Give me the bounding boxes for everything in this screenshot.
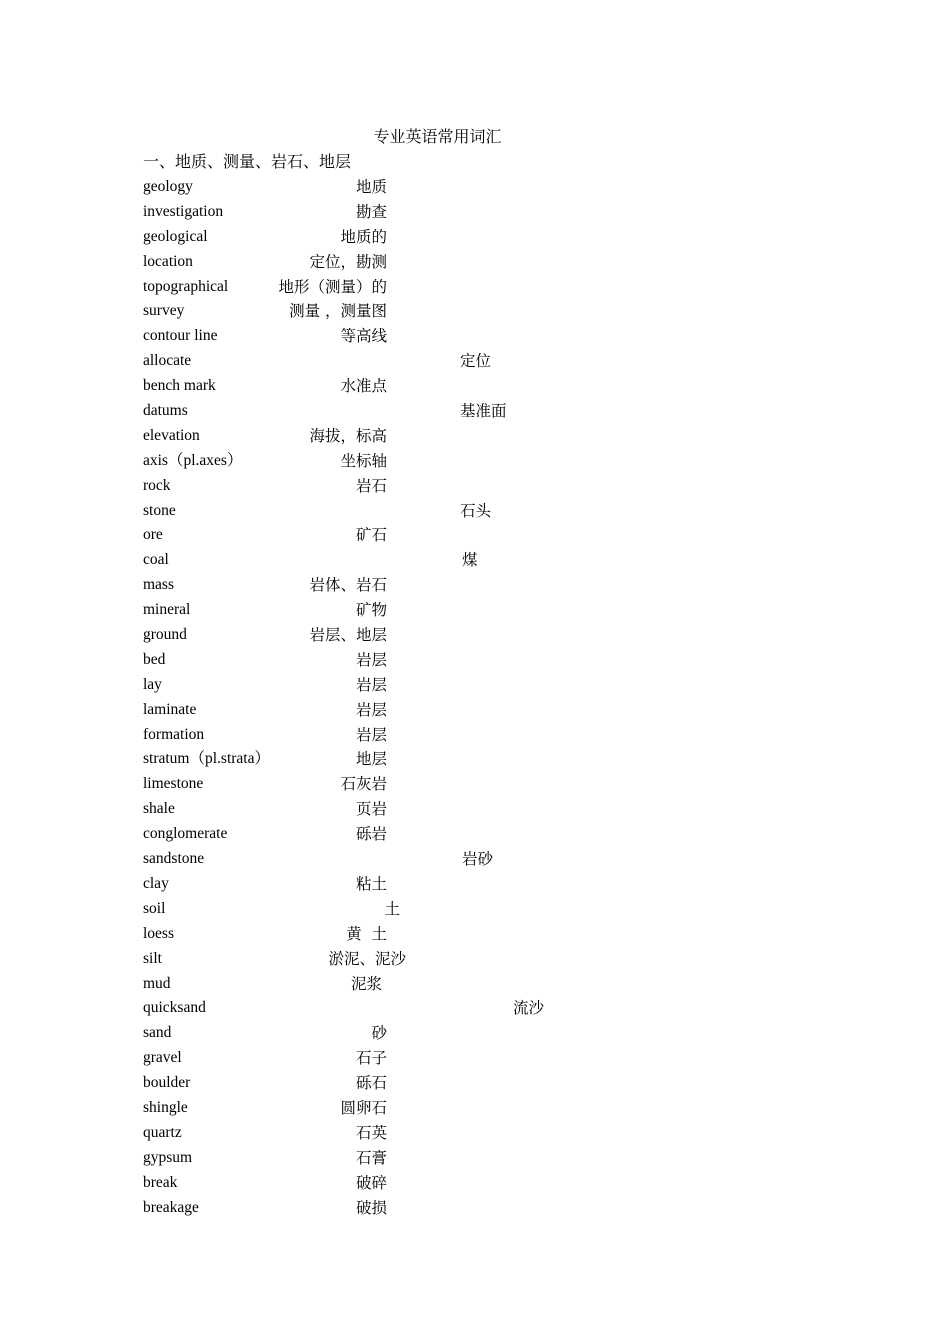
vocab-meaning: 岩层 [355,725,387,744]
vocab-row [143,1173,643,1198]
vocab-meaning: 圆卵石 [340,1098,387,1117]
vocab-term: quicksand [143,999,206,1017]
vocab-term: boulder [143,1074,191,1092]
section-heading: 一、地质、测量、岩石、地层 [143,152,352,171]
vocab-row [143,725,643,750]
vocab-row [143,550,643,575]
vocab-row [143,1198,643,1223]
vocab-term: ground [143,626,187,644]
vocab-row [143,874,643,899]
vocab-term: formation [143,725,205,743]
vocab-row [143,675,643,700]
vocab-term: location [143,252,193,270]
page-title: 专业英语常用词汇 [373,127,502,146]
vocab-row [143,426,643,451]
vocab-row [143,202,643,227]
vocab-meaning: 煤 [462,551,478,570]
vocab-row [143,949,643,974]
vocab-term: topographical [143,277,229,295]
vocab-row [143,700,643,725]
vocab-term: shale [143,800,175,818]
vocab-term: geology [143,178,193,195]
vocab-row [143,451,643,476]
vocab-row [143,227,643,252]
vocab-meaning: 地质的 [340,227,387,246]
vocab-meaning: 岩层 [355,700,387,719]
vocab-term: bench mark [143,377,216,395]
vocab-row [143,974,643,999]
vocab-meaning: 地形（测量）的 [278,277,387,296]
vocab-term: shingle [143,1098,188,1116]
vocab-row [143,177,643,202]
vocab-term: mud [143,974,171,992]
vocab-term: axis（pl.axes） [143,451,243,469]
vocab-meaning: 砾岩 [355,825,387,844]
vocab-row [143,525,643,550]
vocab-meaning: 黄 土 [346,924,387,943]
vocab-row [143,476,643,501]
vocab-row [143,1148,643,1173]
vocab-meaning: 基准面 [460,402,507,421]
vocab-row [143,351,643,376]
vocab-meaning: 淤泥、泥沙 [328,949,406,968]
vocab-term: contour line [143,327,218,345]
vocab-term: breakage [143,1198,199,1216]
vocab-row [143,252,643,277]
vocab-term: mass [143,576,174,594]
vocab-term: bed [143,650,166,668]
vocab-term: conglomerate [143,825,228,843]
vocab-term: soil [143,899,166,917]
vocab-row [143,326,643,351]
vocab-meaning: 海拔，标高 [309,426,387,445]
vocab-meaning: 石子 [355,1049,387,1068]
vocab-meaning: 石膏 [355,1148,387,1167]
vocab-meaning: 砂 [371,1024,387,1043]
vocab-term: limestone [143,775,204,793]
vocab-list [143,177,643,1222]
vocab-row [143,849,643,874]
vocab-row [143,600,643,625]
vocab-meaning: 地层 [355,750,387,769]
vocab-meaning: 破损 [355,1198,387,1217]
vocab-term: rock [143,476,171,494]
vocab-meaning: 等高线 [340,327,387,346]
vocab-meaning: 矿物 [355,601,387,620]
vocab-term: gypsum [143,1148,193,1166]
vocab-row [143,899,643,924]
vocab-term: stratum（pl.strata） [143,750,270,768]
vocab-row [143,301,643,326]
vocab-meaning: 岩石 [355,476,387,495]
vocab-term: break [143,1173,178,1191]
vocab-meaning: 砾石 [355,1074,387,1093]
vocab-term: geological [143,227,208,245]
vocab-meaning: 石灰岩 [340,775,387,794]
vocab-row [143,575,643,600]
vocab-meaning: 泥浆 [350,974,382,993]
vocab-term: survey [143,302,185,320]
vocab-meaning: 流沙 [513,999,545,1018]
vocab-row [143,1048,643,1073]
vocab-term: clay [143,874,169,892]
vocab-term: elevation [143,426,200,444]
vocab-meaning: 岩层 [355,650,387,669]
vocab-meaning: 地质 [355,178,387,196]
vocab-term: allocate [143,352,192,370]
vocab-term: lay [143,675,162,693]
vocab-row [143,998,643,1023]
vocab-meaning: 矿石 [355,526,387,545]
vocab-row [143,376,643,401]
vocab-row [143,625,643,650]
vocab-meaning: 岩砂 [462,850,494,869]
vocab-row [143,650,643,675]
vocab-meaning: 岩体、岩石 [309,576,387,595]
vocab-meaning: 定位，勘测 [309,252,387,271]
vocab-row [143,1023,643,1048]
vocab-term: investigation [143,202,224,220]
vocab-row [143,277,643,302]
vocab-row [143,1073,643,1098]
vocab-row [143,749,643,774]
vocab-meaning: 测量 ，测量图 [289,302,387,321]
vocab-term: sandstone [143,850,205,868]
vocab-meaning: 岩层、地层 [309,626,387,645]
vocab-meaning: 坐标轴 [340,451,387,470]
vocab-meaning: 破碎 [355,1173,387,1192]
vocab-meaning: 石头 [460,501,492,520]
vocab-term: gravel [143,1049,182,1067]
vocab-row [143,924,643,949]
vocab-meaning: 石英 [355,1123,387,1142]
vocab-term: loess [143,924,174,942]
vocab-row [143,799,643,824]
vocab-term: stone [143,501,176,519]
vocab-meaning: 页岩 [355,800,387,819]
vocab-meaning: 水准点 [340,377,387,396]
vocab-meaning: 土 [384,899,400,918]
vocab-meaning: 岩层 [355,675,387,694]
vocab-row [143,824,643,849]
vocab-term: silt [143,949,162,967]
vocab-term: datums [143,402,188,420]
vocab-term: ore [143,526,163,544]
vocab-term: sand [143,1024,172,1042]
vocab-row [143,1123,643,1148]
vocab-meaning: 定位 [460,352,492,371]
vocab-row [143,501,643,526]
vocab-row [143,774,643,799]
vocab-row [143,401,643,426]
vocab-term: coal [143,551,169,569]
vocab-term: mineral [143,601,191,619]
vocab-row [143,1098,643,1123]
vocab-meaning: 粘土 [355,874,387,893]
vocab-term: quartz [143,1123,182,1141]
vocab-meaning: 勘查 [355,202,387,221]
vocab-term: laminate [143,700,197,718]
